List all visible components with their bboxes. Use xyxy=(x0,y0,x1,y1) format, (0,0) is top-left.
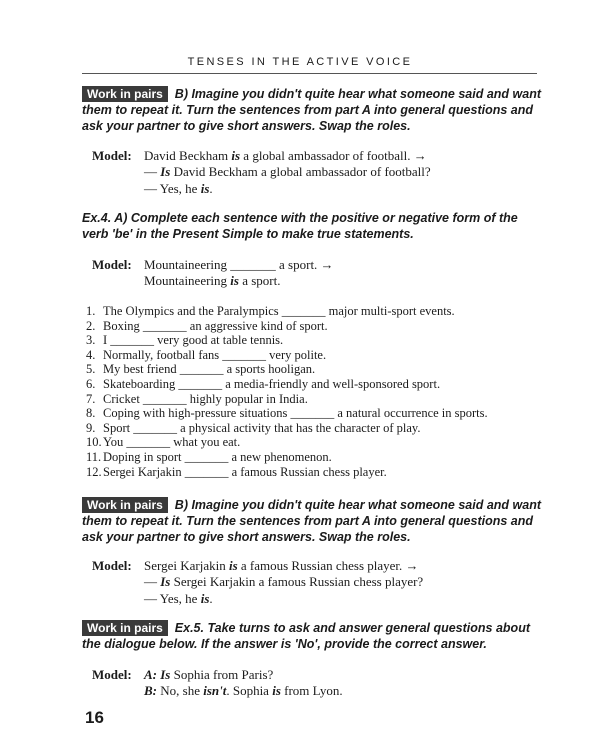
model-line: Mountaineering is a sport. xyxy=(144,273,281,289)
list-item: 12.Sergei Karjakin _______ a famous Russian chess player. xyxy=(86,464,387,479)
task-ex4: Ex.4. A) Complete each sentence with the positive or negative form of the verb 'be' in the Present Simple to make true statements. xyxy=(82,211,518,241)
model-line: — Yes, he is. xyxy=(144,590,213,606)
model-label: Model: xyxy=(92,257,132,272)
model-ex5 xyxy=(92,667,343,700)
model-line: Sergei Karjakin is a famous Russian chess player. → xyxy=(144,558,419,573)
work-in-pairs-badge: Work in pairs xyxy=(82,497,168,513)
model-b1 xyxy=(92,148,431,197)
page-number: 16 xyxy=(85,708,104,727)
running-head: TENSES IN THE ACTIVE VOICE xyxy=(187,56,413,68)
model-label: Model: xyxy=(92,667,132,682)
model-line: Mountaineering _______ a sport. → xyxy=(144,257,334,272)
list-item: 3. I _______ very good at table tennis. xyxy=(86,333,284,348)
model-line: — Yes, he is. xyxy=(144,180,213,196)
list-item: 11. Doping in sport _______ a new phenomenon. xyxy=(86,449,332,464)
model-b2 xyxy=(92,558,423,607)
header-rule xyxy=(82,73,537,74)
work-in-pairs-badge: Work in pairs xyxy=(82,86,168,102)
list-item: 9. Sport _______ a physical activity that has the character of play. xyxy=(86,420,421,435)
model-ex4 xyxy=(92,257,334,290)
task-b1 xyxy=(82,86,542,134)
task-b2-instruction: B) Imagine you didn't quite hear what someone said and want them to repeat it. Turn the sentences from part A into general questions and ask your partner to give short answers. Swap the roles. xyxy=(82,498,542,544)
list-item: 8. Coping with high-pressure situations _______ a natural occurrence in sports. xyxy=(86,406,488,421)
task-b2 xyxy=(82,497,542,545)
model-line: — Is David Beckham a global ambassador of football? xyxy=(144,164,431,180)
model-line: — Is Sergei Karjakin a famous Russian chess player? xyxy=(144,574,424,590)
task-ex5-instruction: Ex.5. Take turns to ask and answer general questions about the dialogue below. If the answer is 'No', provide the correct answer. xyxy=(82,621,530,651)
list-item: 5. My best friend _______ a sports hooligan. xyxy=(86,362,316,377)
model-label: Model: xyxy=(92,558,132,573)
task-b1-instruction: B) Imagine you didn't quite hear what someone said and want them to repeat it. Turn the sentences from part A into general questions and ask your partner to give short answers. Swap the roles. xyxy=(82,87,542,133)
exercise-list xyxy=(86,304,488,479)
list-item: 2. Boxing _______ an aggressive kind of sport. xyxy=(86,318,328,333)
task-ex5 xyxy=(82,620,542,652)
model-line: David Beckham is a global ambassador of football. → xyxy=(144,148,427,163)
dialogue-line-b: B: No, she isn't. Sophia is from Lyon. xyxy=(144,683,343,699)
list-item: 1. The Olympics and the Paralympics _______ major multi-sport events. xyxy=(86,304,455,318)
list-item: 7. Cricket _______ highly popular in India. xyxy=(86,391,308,406)
list-item: 4. Normally, football fans _______ very polite. xyxy=(86,347,327,362)
list-item: 10.You _______ what you eat. xyxy=(86,435,241,450)
work-in-pairs-badge: Work in pairs xyxy=(82,620,168,636)
dialogue-line-a: A: Is Sophia from Paris? xyxy=(144,667,274,682)
list-item: 6. Skateboarding _______ a media-friendly and well-sponsored sport. xyxy=(86,376,441,391)
model-label: Model: xyxy=(92,148,132,163)
